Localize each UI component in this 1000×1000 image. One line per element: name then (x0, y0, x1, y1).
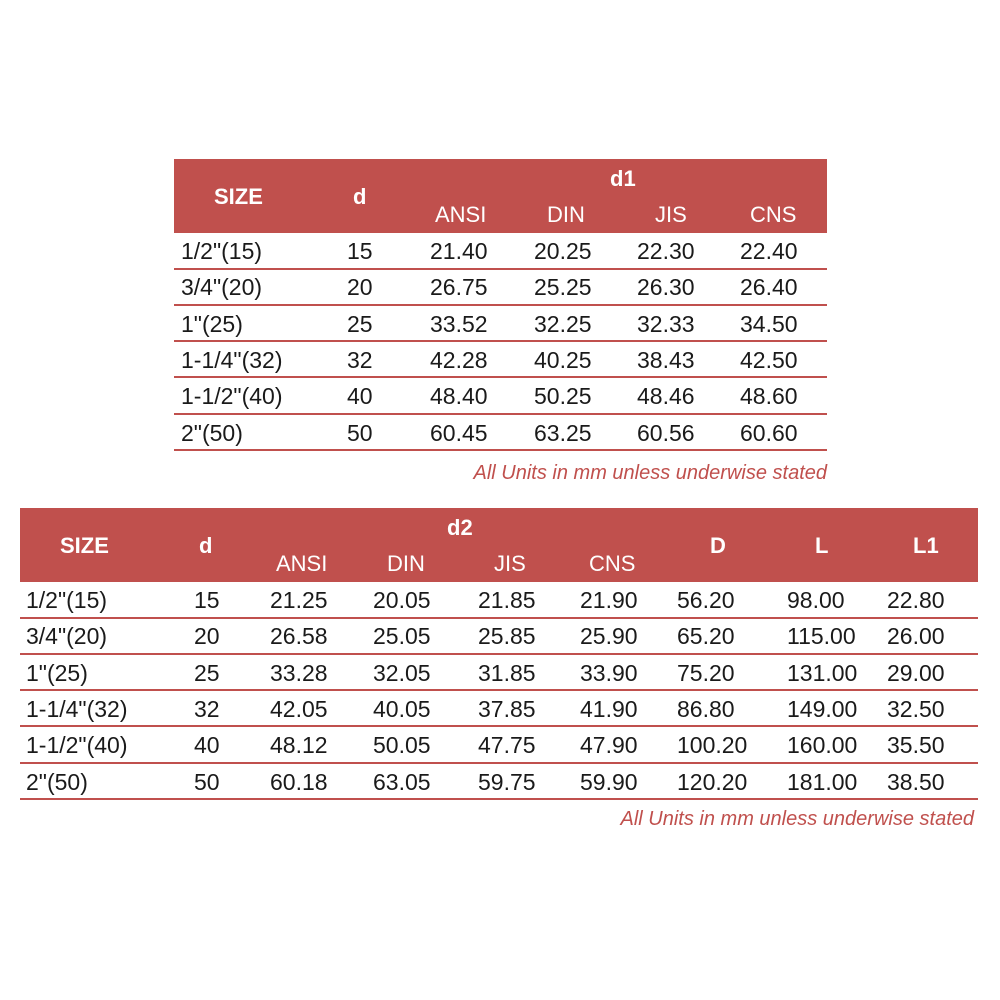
table-cell: 25.90 (580, 623, 638, 650)
header-cns: CNS (750, 202, 797, 227)
table-cell: 65.20 (677, 623, 735, 650)
header-L1: L1 (913, 533, 939, 558)
table-cell: 32.50 (887, 695, 945, 722)
table-cell: 15 (194, 587, 220, 613)
table-cell: 20.05 (373, 587, 431, 613)
table-cell: 25.05 (373, 623, 431, 650)
table-cell: 50 (194, 768, 220, 795)
table-cell: 38.43 (637, 346, 695, 373)
table-cell: 20.25 (534, 238, 592, 264)
table-cell: 131.00 (787, 659, 858, 686)
table-row (20, 691, 978, 728)
table-cell: 22.30 (637, 238, 695, 264)
table-cell: 32.25 (534, 310, 592, 337)
table-cell: 32 (194, 695, 220, 722)
table-cell: 25.85 (478, 623, 536, 650)
table-cell: 47.75 (478, 732, 536, 759)
table-cell: 60.56 (637, 419, 695, 446)
table-cell: 48.60 (740, 383, 798, 410)
header-size: SIZE (214, 184, 263, 209)
header-size: SIZE (60, 533, 109, 558)
table-cell: 115.00 (787, 623, 856, 650)
table-cell: 40 (347, 383, 373, 410)
table-cell: 3/4"(20) (26, 623, 108, 650)
table-cell: 48.12 (270, 732, 328, 759)
table-cell: 26.75 (430, 274, 488, 301)
table-cell: 1-1/2"(40) (181, 383, 283, 410)
table-cell: 29.00 (887, 659, 945, 686)
table-cell: 22.80 (887, 587, 945, 613)
table-cell: 98.00 (787, 587, 845, 613)
table-cell: 56.20 (677, 587, 735, 613)
table-row (20, 764, 978, 801)
table-cell: 1-1/2"(40) (26, 732, 128, 759)
table-cell: 21.90 (580, 587, 638, 613)
table-row (174, 269, 827, 306)
table-cell: 59.90 (580, 768, 638, 795)
table-row (174, 342, 827, 379)
table-cell: 37.85 (478, 695, 536, 722)
table-header (20, 508, 978, 582)
table-row (174, 378, 827, 415)
table-cell: 21.85 (478, 587, 536, 613)
table-cell: 32.33 (637, 310, 695, 337)
units-note: All Units in mm unless underwise stated (620, 808, 974, 830)
header-cns: CNS (589, 551, 636, 576)
table-cell: 86.80 (677, 695, 735, 722)
table-cell: 2"(50) (181, 419, 243, 446)
table-cell: 21.25 (270, 587, 328, 613)
header-ansi: ANSI (276, 551, 328, 576)
table-cell: 42.05 (270, 695, 328, 722)
table-row (174, 306, 827, 343)
table-cell: 63.05 (373, 768, 431, 795)
table-cell: 50.25 (534, 383, 592, 410)
table-cell: 63.25 (534, 419, 592, 446)
table-cell: 26.58 (270, 623, 328, 650)
table-cell: 34.50 (740, 310, 798, 337)
table-cell: 38.50 (887, 768, 945, 795)
header-d: d (199, 533, 213, 558)
header-group: d2 (447, 515, 473, 540)
table-cell: 100.20 (677, 732, 748, 759)
table-cell: 20 (347, 274, 373, 301)
table-cell: 42.28 (430, 346, 488, 373)
table-cell: 1-1/4"(32) (181, 346, 283, 373)
table-cell: 1/2"(15) (181, 238, 263, 264)
table-cell: 33.52 (430, 310, 488, 337)
table-row (174, 233, 827, 270)
table-cell: 25 (347, 310, 373, 337)
table-cell: 40.05 (373, 695, 431, 722)
header-ansi: ANSI (435, 202, 487, 227)
table-cell: 1-1/4"(32) (26, 695, 128, 722)
header-jis: JIS (655, 202, 687, 227)
header-L: L (815, 533, 829, 558)
table-cell: 149.00 (787, 695, 858, 722)
table-cell: 48.40 (430, 383, 488, 410)
table-cell: 160.00 (787, 732, 858, 759)
table-cell: 25 (194, 659, 220, 686)
header-D: D (710, 533, 726, 558)
table-cell: 2"(50) (26, 768, 88, 795)
table-cell: 50 (347, 419, 373, 446)
table-row (20, 655, 978, 692)
table-cell: 33.90 (580, 659, 638, 686)
table-cell: 25.25 (534, 274, 592, 301)
table-cell: 40 (194, 732, 220, 759)
table-cell: 21.40 (430, 238, 488, 264)
table-cell: 33.28 (270, 659, 328, 686)
table-cell: 181.00 (787, 768, 858, 795)
table-cell: 26.00 (887, 623, 945, 650)
header-din: DIN (387, 551, 425, 576)
units-note: All Units in mm unless underwise stated (473, 462, 827, 484)
table-cell: 1"(25) (26, 659, 88, 686)
table-cell: 20 (194, 623, 220, 650)
table-cell: 75.20 (677, 659, 735, 686)
table-row (20, 618, 978, 655)
table-row (20, 582, 978, 619)
table-cell: 60.45 (430, 419, 488, 446)
table-header (174, 159, 827, 233)
table-cell: 26.40 (740, 274, 798, 301)
table-cell: 22.40 (740, 238, 798, 264)
table-row (174, 415, 827, 452)
table-cell: 32 (347, 346, 373, 373)
table-cell: 1"(25) (181, 310, 243, 337)
table-row (20, 727, 978, 764)
header-jis: JIS (494, 551, 526, 576)
table-cell: 42.50 (740, 346, 798, 373)
table-cell: 50.05 (373, 732, 431, 759)
header-d: d (353, 184, 367, 209)
table-cell: 31.85 (478, 659, 536, 686)
table-cell: 3/4"(20) (181, 274, 263, 301)
table-cell: 15 (347, 238, 373, 264)
table-cell: 26.30 (637, 274, 695, 301)
table-cell: 41.90 (580, 695, 638, 722)
table-cell: 60.60 (740, 419, 798, 446)
header-din: DIN (547, 202, 585, 227)
table-cell: 35.50 (887, 732, 945, 759)
table-cell: 48.46 (637, 383, 695, 410)
table-cell: 40.25 (534, 346, 592, 373)
table-cell: 120.20 (677, 768, 748, 795)
table-cell: 1/2"(15) (26, 587, 108, 613)
table-cell: 60.18 (270, 768, 328, 795)
table-cell: 32.05 (373, 659, 431, 686)
table-cell: 47.90 (580, 732, 638, 759)
header-group: d1 (610, 166, 636, 191)
table-cell: 59.75 (478, 768, 536, 795)
